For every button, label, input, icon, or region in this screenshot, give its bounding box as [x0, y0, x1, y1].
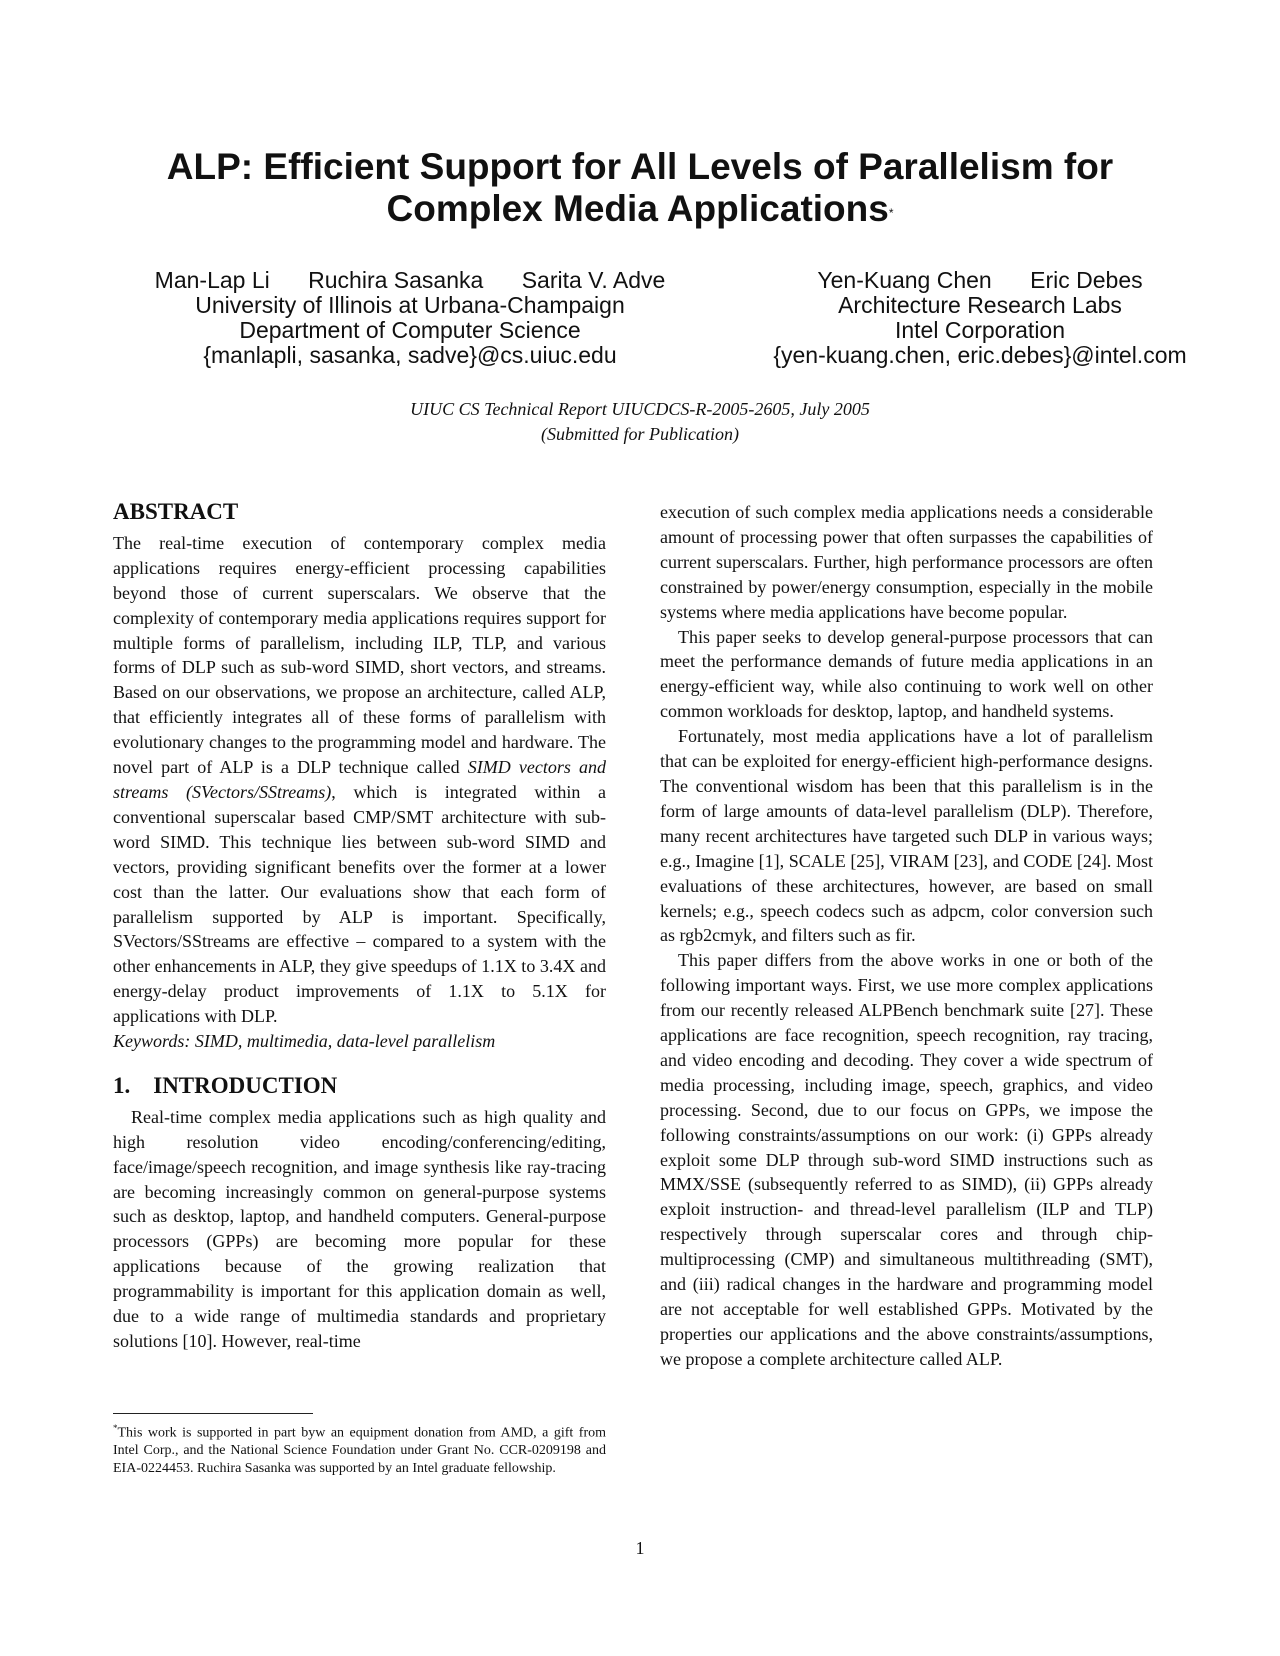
report-info	[300, 397, 980, 447]
page-number: 1	[635, 1538, 645, 1558]
footnote-rule	[113, 1413, 313, 1414]
abstract-heading: ABSTRACT	[113, 499, 239, 524]
footnote-text: This work is supported in part byw an equipment donation from AMD, a gift from Intel Corp., and the National Science Foundation under Grant No. CCR-0209198 and EIA-0224453. Ruchira Sasanka was supported by an Intel graduate fellowship.	[113, 1425, 606, 1476]
author-block-uiuc	[110, 268, 710, 368]
author-names-intel	[720, 268, 1240, 293]
abstract-technique-name: SIMD vectors and streams (SVectors/SStreams)	[113, 757, 606, 802]
intro-paragraph-3: Fortunately, most media applications have a lot of parallelism that can be exploited for energy-efficient high-performance designs. The conventional wisdom has been that this parallelism is in the form of large amounts of data-level parallelism (DLP). Therefore, many recent architectures have targeted such DLP in various ways; e.g., Imagine [1], SCALE [25], VIRAM [23], and CODE [24]. Most evaluations of these architectures, however, are based on small kernels; e.g., speech codecs such as adpcm, color conversion such as rgb2cmyk, and filters such as fir.	[660, 726, 1153, 946]
title-line-1: ALP: Efficient Support for All Levels of Parallelism for	[166, 146, 1114, 187]
paper-title	[60, 146, 1220, 230]
author-email: {yen-kuang.chen, eric.debes}@intel.com	[773, 342, 1187, 368]
author-department: Department of Computer Science	[239, 317, 581, 343]
footnote-marker: *	[113, 1423, 118, 1433]
keywords-text: Keywords: SIMD, multimedia, data-level parallelism	[113, 1031, 496, 1052]
abstract-text-a: The real-time execution of contemporary complex media applications requires energy-efficient processing capabilities beyond those of current superscalars. We observe that the complexity of contemporary media applications requires support for multiple forms of parallelism, including ILP, TLP, and various forms of DLP such as sub-word SIMD, short vectors, and streams. Based on our observations, we propose an architecture, called ALP, that efficiently integrates all of these forms of parallelism with evolutionary changes to the programming model and hardware. The novel part of ALP is a DLP technique called	[113, 532, 606, 778]
left-column	[113, 500, 606, 1354]
author-name: Ruchira Sasanka	[308, 267, 484, 293]
abstract-text	[113, 531, 606, 1029]
author-name: Man-Lap Li	[154, 267, 270, 293]
title-footnote-marker: *	[888, 206, 894, 220]
introduction-paragraph-1: Real-time complex media applications such as high quality and high resolution video encoding/conferencing/editing, face/image/speech recognition, and image synthesis like ray-tracing are becoming increasingly common on general-purpose systems such as desktop, laptop, and handheld computers. General-purpose processors (GPPs) are becoming more popular for these applications because of the growing realization that programmability is important for this application domain as well, due to a wide range of multimedia standards and proprietary solutions [10]. However, real-time	[113, 1106, 606, 1351]
intro-paragraph-2: This paper seeks to develop general-purpose processors that can meet the performance demands of future media applications in an energy-efficient way, while also continuing to work well on other common workloads for desktop, laptop, and handheld systems.	[660, 626, 1153, 722]
abstract-text-b: , which is integrated within a conventional superscalar based CMP/SMT architecture with sub-word SIMD. This technique lies between sub-word SIMD and vectors, providing significant benefits over the former at a lower cost than the latter. Our evaluations show that each form of parallelism supported by ALP is important. Specifically, SVectors/SStreams are effective – compared to a system with the other enhancements in ALP, they give speedups of 1.1X to 3.4X and energy-delay product improvements of 1.1X to 5.1X for applications with DLP.	[113, 781, 606, 1027]
author-name: Yen-Kuang Chen	[817, 267, 992, 293]
title-line-2	[60, 188, 1220, 230]
author-names-uiuc	[110, 268, 710, 293]
author-organization: Intel Corporation	[894, 317, 1066, 343]
intro-continued-paragraph: execution of such complex media applications needs a considerable amount of processing power that often surpasses the capabilities of current superscalars. Further, high performance processors are often constrained by power/energy consumption, especially in the mobile systems where media applications have become popular.	[660, 502, 1153, 622]
intro-paragraph-4: This paper differs from the above works in one or both of the following important ways. First, we use more complex applications from our recently released ALPBench benchmark suite [27]. These applications are face recognition, speech recognition, ray tracing, and video encoding and decoding. They cover a wide spectrum of media processing, including image, speech, graphics, and video processing. Second, due to our focus on GPPs, we impose the following constraints/assumptions on our work: (i) GPPs already exploit some DLP through sub-word SIMD instructions such as MMX/SSE (subsequently referred to as SIMD), (ii) GPPs already exploit instruction- and thread-level parallelism (ILP and TLP) respectively through superscalar cores and through chip-multiprocessing (CMP) and simultaneous multithreading (SMT), and (iii) radical changes in the hardware and programming model are not acceptable for well established GPPs. Motivated by the properties our applications and the above constraints/assumptions, we propose a complete architecture called ALP.	[660, 950, 1153, 1369]
footnote	[113, 1420, 606, 1477]
introduction-heading	[113, 1074, 606, 1099]
author-email: {manlapli, sasanka, sadve}@cs.uiuc.edu	[203, 342, 617, 368]
keywords	[113, 1029, 606, 1054]
introduction-heading-text: 1. INTRODUCTION	[113, 1072, 338, 1098]
title-line-2-text: Complex Media Applications	[386, 188, 889, 229]
author-name: Eric Debes	[1030, 267, 1143, 293]
author-affiliation: Architecture Research Labs	[838, 292, 1122, 318]
author-name: Sarita V. Adve	[521, 267, 666, 293]
report-number: UIUC CS Technical Report UIUCDCS-R-2005-2605, July 2005	[410, 399, 870, 419]
right-column	[660, 500, 1153, 1372]
author-block-intel	[720, 268, 1240, 368]
report-status: (Submitted for Publication)	[541, 424, 739, 444]
author-affiliation: University of Illinois at Urbana-Champaign	[195, 292, 625, 318]
